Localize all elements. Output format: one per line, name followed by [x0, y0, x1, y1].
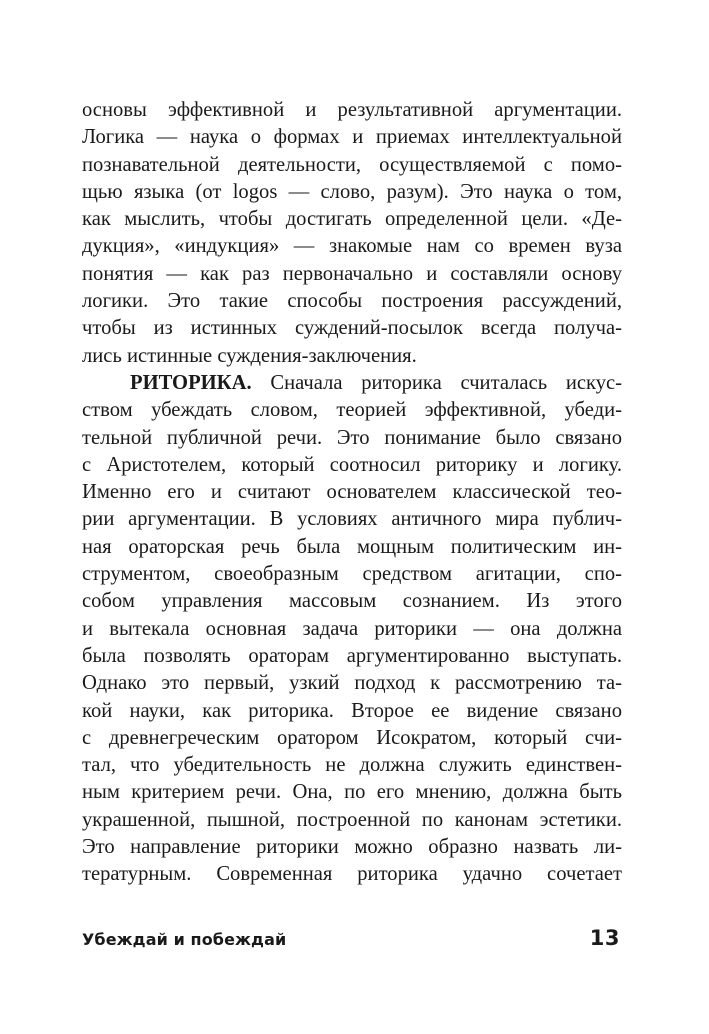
paragraph-rhetoric: [82, 370, 622, 889]
text-line: кой науки, как риторика. Второе ее видение связано: [82, 699, 622, 722]
text-line: как мыслить, чтобы достигать определенной цели. «Де-: [82, 208, 622, 231]
term-heading: РИТОРИКА.: [130, 371, 252, 394]
text-line: Логика — наука о формах и приемах интеллектуальной: [82, 126, 622, 149]
text-line: ством убеждать словом, теорией эффективной, убеди-: [82, 399, 622, 422]
text-run: Сначала риторика считалась искус-: [251, 371, 622, 394]
running-title: Убеждай и побеждай: [82, 930, 287, 949]
text-line: основы эффективной и результативной аргументации.: [82, 99, 622, 121]
text-line: тельной публичной речи. Это понимание было связано: [82, 426, 622, 449]
text-line: тературным. Современная риторика удачно сочетает: [82, 863, 622, 886]
text-line: с древнегреческим оратором Исократом, который счи-: [82, 726, 622, 749]
text-line: украшенной, пышной, построенной по канонам эстетики.: [82, 808, 622, 831]
text-line: рии аргументации. В условиях античного мира публич-: [82, 508, 622, 531]
text-line: была позволять ораторам аргументированно выступать.: [82, 644, 622, 667]
text-line: дукция», «индукция» — знакомые нам со времен вуза: [82, 235, 622, 258]
text-line: познавательной деятельности, осуществляемой с помо-: [82, 153, 622, 176]
text-line: щью языка (от logos — слово, разум). Это наука о том,: [82, 180, 622, 203]
text-line: Именно его и считают основателем классической тео-: [82, 481, 622, 504]
page-number: 13: [589, 926, 620, 950]
paragraph-first-line: [82, 370, 622, 397]
text-line: струментом, своеобразным средством агитации, спо-: [82, 563, 622, 586]
text-line: Это направление риторики можно образно назвать ли-: [82, 836, 622, 859]
text-line: чтобы из истинных суждений-посылок всегда получа-: [82, 317, 622, 340]
text-line: собом управления массовым сознанием. Из этого: [82, 590, 622, 613]
text-line: понятия — как раз первоначально и составляли основу: [82, 262, 622, 285]
text-line: Однако это первый, узкий подход к рассмотрению та-: [82, 672, 622, 695]
text-line: лись истинные суждения-заключения.: [82, 344, 417, 367]
text-line: ным критерием речи. Она, по его мнению, должна быть: [82, 781, 622, 804]
text-line: и вытекала основная задача риторики — она должна: [82, 617, 622, 640]
page-footer: [82, 926, 622, 956]
text-line: с Аристотелем, который соотносил риторику и логику.: [82, 453, 622, 476]
text-line: тал, что убедительность не должна служить единствен-: [82, 754, 622, 777]
text-line: ная ораторская речь была мощным политическим ин-: [82, 535, 622, 558]
text-line: логики. Это такие способы построения рассуждений,: [82, 290, 622, 313]
paragraph-logic: [82, 97, 622, 370]
body-text: [82, 97, 622, 889]
